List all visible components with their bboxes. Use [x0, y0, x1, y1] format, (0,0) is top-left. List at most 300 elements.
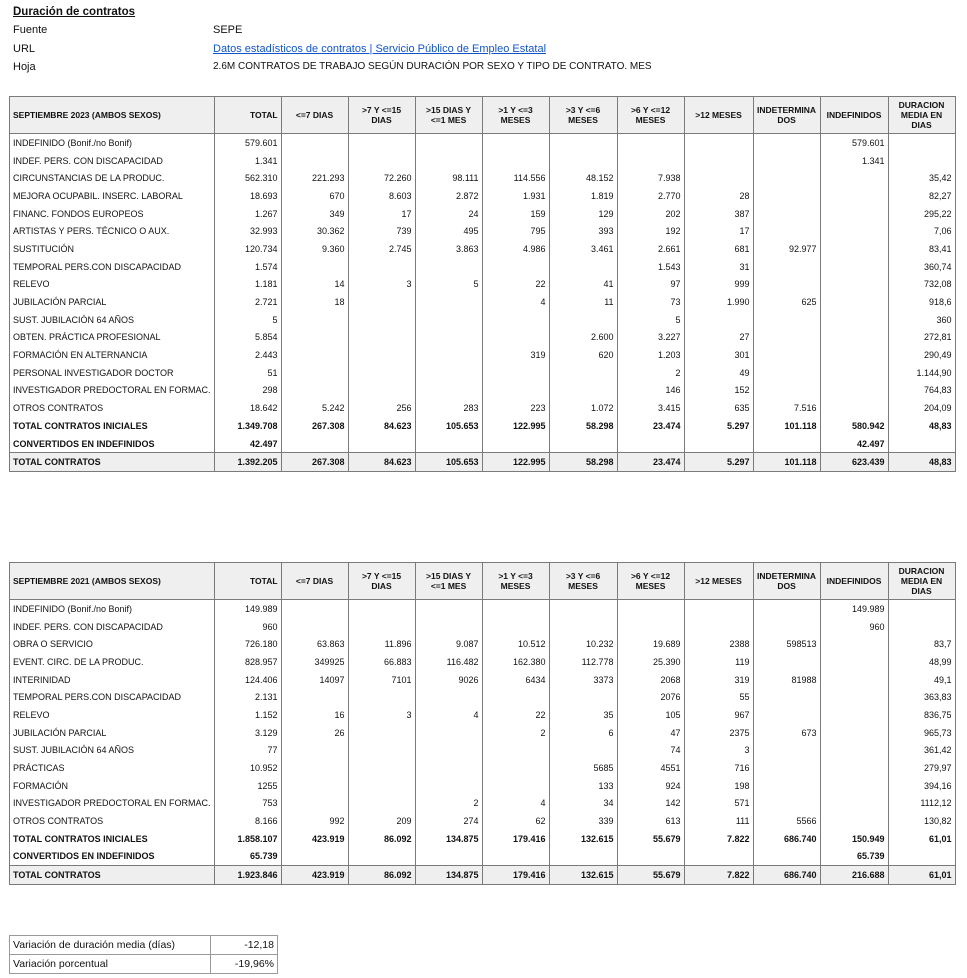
cell-value: 836,75: [888, 706, 955, 724]
row-label: FORMACIÓN: [10, 777, 215, 795]
cell-value: [415, 600, 482, 618]
cell-value: [348, 618, 415, 636]
cell-value: 17: [684, 222, 753, 240]
cell-value: [281, 600, 348, 618]
cell-value: 130,82: [888, 812, 955, 830]
cell-value: [888, 134, 955, 152]
sheet-header: [13, 4, 652, 77]
cell-value: 86.092: [348, 830, 415, 848]
cell-value: [549, 152, 617, 170]
cell-value: [415, 777, 482, 795]
variation-value: -12,18: [211, 936, 278, 955]
cell-value: 828.957: [214, 653, 281, 671]
table-row: [10, 240, 956, 258]
cell-value: [415, 152, 482, 170]
cell-value: [348, 293, 415, 311]
cell-value: 55.679: [617, 830, 684, 848]
column-header: >12 MESES: [684, 97, 753, 134]
row-label: EVENT. CIRC. DE LA PRODUC.: [10, 653, 215, 671]
cell-value: 613: [617, 812, 684, 830]
cell-value: [348, 600, 415, 618]
cell-value: 30.362: [281, 222, 348, 240]
cell-value: 58.298: [549, 417, 617, 435]
row-label: TOTAL CONTRATOS INICIALES: [10, 417, 215, 435]
table-row: [10, 258, 956, 276]
cell-value: [348, 329, 415, 347]
table-row: [10, 311, 956, 329]
cell-value: [753, 205, 820, 223]
cell-value: [281, 759, 348, 777]
row-label: FINANC. FONDOS EUROPEOS: [10, 205, 215, 223]
cell-value: 2388: [684, 635, 753, 653]
row-label: SUSTITUCIÓN: [10, 240, 215, 258]
cell-value: 3373: [549, 671, 617, 689]
cell-value: [415, 134, 482, 152]
cell-value: 34: [549, 795, 617, 813]
cell-value: 124.406: [214, 671, 281, 689]
cell-value: [482, 364, 549, 382]
cell-value: [281, 329, 348, 347]
table-row: [10, 777, 956, 795]
cell-value: 1.181: [214, 276, 281, 294]
cell-value: 267.308: [281, 417, 348, 435]
cell-value: [684, 134, 753, 152]
row-label: INDEF. PERS. CON DISCAPACIDAD: [10, 618, 215, 636]
source-link[interactable]: Datos estadísticos de contratos | Servicio Público de Empleo Estatal: [213, 42, 547, 55]
cell-value: [684, 169, 753, 187]
cell-value: [820, 742, 888, 760]
cell-value: 274: [415, 812, 482, 830]
cell-value: [820, 258, 888, 276]
cell-value: 1255: [214, 777, 281, 795]
cell-value: 1.203: [617, 346, 684, 364]
cell-value: [348, 688, 415, 706]
cell-value: 134.875: [415, 830, 482, 848]
table-row: [10, 706, 956, 724]
column-header: INDEFINIDOS: [820, 563, 888, 600]
cell-value: 66.883: [348, 653, 415, 671]
column-header: INDETERMINA DOS: [753, 563, 820, 600]
cell-value: [684, 311, 753, 329]
sheet-label: Hoja: [13, 61, 36, 73]
row-label: RELEVO: [10, 706, 215, 724]
table-row: [10, 134, 956, 152]
row-label: SUST. JUBILACIÓN 64 AÑOS: [10, 311, 215, 329]
cell-value: 4.986: [482, 240, 549, 258]
cell-value: [281, 258, 348, 276]
cell-value: [482, 152, 549, 170]
cell-value: 279,97: [888, 759, 955, 777]
row-label: OTROS CONTRATOS: [10, 812, 215, 830]
variation-row: [10, 936, 278, 955]
cell-value: [753, 742, 820, 760]
cell-value: [684, 435, 753, 453]
sheet-row: [13, 58, 652, 77]
cell-value: [482, 134, 549, 152]
cell-value: [482, 688, 549, 706]
cell-value: [753, 222, 820, 240]
cell-value: 122.995: [482, 417, 549, 435]
cell-value: 1.819: [549, 187, 617, 205]
cell-value: [549, 435, 617, 453]
cell-value: [281, 795, 348, 813]
cell-value: 142: [617, 795, 684, 813]
cell-value: 6: [549, 724, 617, 742]
cell-value: 423.919: [281, 830, 348, 848]
cell-value: 27: [684, 329, 753, 347]
cell-value: [753, 600, 820, 618]
cell-value: 394,16: [888, 777, 955, 795]
cell-value: 2.443: [214, 346, 281, 364]
cell-value: [348, 346, 415, 364]
cell-value: 795: [482, 222, 549, 240]
column-header: INDETERMINA DOS: [753, 97, 820, 134]
cell-value: 77: [214, 742, 281, 760]
cell-value: [281, 688, 348, 706]
cell-value: 295,22: [888, 205, 955, 223]
cell-value: [888, 848, 955, 866]
cell-value: 2.661: [617, 240, 684, 258]
cell-value: 1.341: [820, 152, 888, 170]
cell-value: [753, 276, 820, 294]
cell-value: 6434: [482, 671, 549, 689]
cell-value: 992: [281, 812, 348, 830]
cell-value: [617, 435, 684, 453]
cell-value: [482, 777, 549, 795]
cell-value: 48.152: [549, 169, 617, 187]
cell-value: 5566: [753, 812, 820, 830]
cell-value: [415, 724, 482, 742]
cell-value: 24: [415, 205, 482, 223]
row-label: TOTAL CONTRATOS: [10, 866, 215, 885]
cell-value: 5.242: [281, 399, 348, 417]
cell-value: [415, 293, 482, 311]
cell-value: [820, 724, 888, 742]
cell-value: 35,42: [888, 169, 955, 187]
cell-value: 2.745: [348, 240, 415, 258]
cell-value: 5: [617, 311, 684, 329]
cell-value: 1112,12: [888, 795, 955, 813]
cell-value: [348, 777, 415, 795]
cell-value: [415, 346, 482, 364]
cell-value: 967: [684, 706, 753, 724]
cell-value: 48,99: [888, 653, 955, 671]
cell-value: 22: [482, 706, 549, 724]
cell-value: 41: [549, 276, 617, 294]
cell-value: 55: [684, 688, 753, 706]
cell-value: [820, 222, 888, 240]
cell-value: 51: [214, 364, 281, 382]
table-row: [10, 205, 956, 223]
cell-value: 5.297: [684, 417, 753, 435]
column-header: >3 Y <=6 MESES: [549, 97, 617, 134]
cell-value: 83,7: [888, 635, 955, 653]
cell-value: [415, 688, 482, 706]
table-row: [10, 417, 956, 435]
cell-value: [753, 134, 820, 152]
cell-value: [820, 382, 888, 400]
cell-value: [753, 795, 820, 813]
cell-value: 101.118: [753, 417, 820, 435]
cell-value: 16: [281, 706, 348, 724]
cell-value: 82,27: [888, 187, 955, 205]
variation-table: [9, 935, 278, 974]
cell-value: 28: [684, 187, 753, 205]
cell-value: [281, 134, 348, 152]
cell-value: [753, 706, 820, 724]
cell-value: [820, 812, 888, 830]
cell-value: [549, 382, 617, 400]
cell-value: 3: [684, 742, 753, 760]
row-label: SUST. JUBILACIÓN 64 AÑOS: [10, 742, 215, 760]
cell-value: 84.623: [348, 453, 415, 472]
cell-value: 179.416: [482, 866, 549, 885]
cell-value: [888, 600, 955, 618]
cell-value: 202: [617, 205, 684, 223]
cell-value: 1.341: [214, 152, 281, 170]
table-heading: SEPTIEMBRE 2021 (AMBOS SEXOS): [10, 563, 215, 600]
cell-value: [281, 777, 348, 795]
cell-value: 686.740: [753, 830, 820, 848]
cell-value: 119: [684, 653, 753, 671]
cell-value: 739: [348, 222, 415, 240]
cell-value: [820, 777, 888, 795]
table-row: [10, 276, 956, 294]
cell-value: [415, 364, 482, 382]
cell-value: [281, 742, 348, 760]
cell-value: [415, 382, 482, 400]
row-label: TOTAL CONTRATOS INICIALES: [10, 830, 215, 848]
cell-value: [617, 152, 684, 170]
source-row: [13, 21, 652, 40]
cell-value: 98.111: [415, 169, 482, 187]
cell-value: [888, 152, 955, 170]
table-row: [10, 152, 956, 170]
cell-value: 3.227: [617, 329, 684, 347]
cell-value: [617, 848, 684, 866]
cell-value: 1.858.107: [214, 830, 281, 848]
cell-value: 146: [617, 382, 684, 400]
cell-value: [348, 364, 415, 382]
cell-value: [348, 134, 415, 152]
cell-value: 732,08: [888, 276, 955, 294]
cell-value: 111: [684, 812, 753, 830]
cell-value: 625: [753, 293, 820, 311]
cell-value: 5: [214, 311, 281, 329]
cell-value: 49,1: [888, 671, 955, 689]
cell-value: 2375: [684, 724, 753, 742]
cell-value: 223: [482, 399, 549, 417]
cell-value: [348, 848, 415, 866]
column-header: >7 Y <=15 DIAS: [348, 97, 415, 134]
cell-value: 84.623: [348, 417, 415, 435]
cell-value: [415, 435, 482, 453]
column-header: DURACION MEDIA EN DIAS: [888, 97, 955, 134]
cell-value: 2.131: [214, 688, 281, 706]
cell-value: [415, 759, 482, 777]
cell-value: 301: [684, 346, 753, 364]
row-label: MEJORA OCUPABIL. INSERC. LABORAL: [10, 187, 215, 205]
table-row: [10, 618, 956, 636]
table-september-2023: [9, 96, 956, 472]
page-title: Duración de contratos: [13, 6, 136, 18]
row-label: OTROS CONTRATOS: [10, 399, 215, 417]
table-row: [10, 382, 956, 400]
cell-value: 681: [684, 240, 753, 258]
cell-value: 65.739: [214, 848, 281, 866]
cell-value: 267.308: [281, 453, 348, 472]
cell-value: [415, 742, 482, 760]
cell-value: [482, 329, 549, 347]
cell-value: [684, 848, 753, 866]
cell-value: [753, 382, 820, 400]
cell-value: 32.993: [214, 222, 281, 240]
cell-value: 598513: [753, 635, 820, 653]
cell-value: 61,01: [888, 830, 955, 848]
cell-value: [684, 618, 753, 636]
cell-value: 132.615: [549, 830, 617, 848]
cell-value: [482, 848, 549, 866]
table-row: [10, 688, 956, 706]
cell-value: 159: [482, 205, 549, 223]
cell-value: 3: [348, 276, 415, 294]
cell-value: [820, 169, 888, 187]
row-label: FORMACIÓN EN ALTERNANCIA: [10, 346, 215, 364]
cell-value: 5685: [549, 759, 617, 777]
row-label: TEMPORAL PERS.CON DISCAPACIDAD: [10, 258, 215, 276]
cell-value: 14: [281, 276, 348, 294]
table-row: [10, 346, 956, 364]
cell-value: 134.875: [415, 866, 482, 885]
cell-value: [753, 759, 820, 777]
cell-value: 3.129: [214, 724, 281, 742]
cell-value: 81988: [753, 671, 820, 689]
cell-value: 7.822: [684, 866, 753, 885]
row-label: PRÁCTICAS: [10, 759, 215, 777]
cell-value: 3.863: [415, 240, 482, 258]
cell-value: [888, 618, 955, 636]
cell-value: 31: [684, 258, 753, 276]
cell-value: [820, 205, 888, 223]
cell-value: 83,41: [888, 240, 955, 258]
cell-value: 620: [549, 346, 617, 364]
cell-value: [820, 759, 888, 777]
cell-value: 1.349.708: [214, 417, 281, 435]
variation-label: Variación de duración media (días): [10, 936, 211, 955]
cell-value: [753, 187, 820, 205]
cell-value: [281, 311, 348, 329]
cell-value: [753, 346, 820, 364]
cell-value: [753, 435, 820, 453]
table-row: [10, 635, 956, 653]
cell-value: 149.989: [214, 600, 281, 618]
cell-value: 4551: [617, 759, 684, 777]
cell-value: [753, 311, 820, 329]
cell-value: 1.072: [549, 399, 617, 417]
cell-value: [281, 618, 348, 636]
cell-value: 198: [684, 777, 753, 795]
cell-value: [415, 329, 482, 347]
cell-value: 26: [281, 724, 348, 742]
cell-value: 216.688: [820, 866, 888, 885]
table-row: [10, 866, 956, 885]
sheet-value: 2.6M CONTRATOS DE TRABAJO SEGÚN DURACIÓN POR SEXO Y TIPO DE CONTRATO. MES: [213, 61, 652, 72]
cell-value: [281, 364, 348, 382]
cell-value: 204,09: [888, 399, 955, 417]
cell-value: [753, 258, 820, 276]
cell-value: 999: [684, 276, 753, 294]
variation-row: [10, 955, 278, 974]
cell-value: [482, 435, 549, 453]
cell-value: [820, 671, 888, 689]
cell-value: [482, 311, 549, 329]
cell-value: [281, 152, 348, 170]
cell-value: [820, 653, 888, 671]
cell-value: 2: [415, 795, 482, 813]
column-header: <=7 DIAS: [281, 563, 348, 600]
cell-value: 673: [753, 724, 820, 742]
cell-value: [415, 618, 482, 636]
cell-value: 11: [549, 293, 617, 311]
table-september-2021: [9, 562, 956, 885]
cell-value: 960: [214, 618, 281, 636]
table-row: [10, 399, 956, 417]
cell-value: 86.092: [348, 866, 415, 885]
cell-value: 105.653: [415, 453, 482, 472]
cell-value: 918,6: [888, 293, 955, 311]
cell-value: 23.474: [617, 453, 684, 472]
cell-value: 1.574: [214, 258, 281, 276]
cell-value: 2.872: [415, 187, 482, 205]
cell-value: 1.152: [214, 706, 281, 724]
cell-value: 18: [281, 293, 348, 311]
cell-value: [753, 152, 820, 170]
cell-value: 349: [281, 205, 348, 223]
cell-value: 120.734: [214, 240, 281, 258]
cell-value: 298: [214, 382, 281, 400]
cell-value: 290,49: [888, 346, 955, 364]
cell-value: 63.863: [281, 635, 348, 653]
variation-label: Variación porcentual: [10, 955, 211, 974]
cell-value: 74: [617, 742, 684, 760]
cell-value: [348, 382, 415, 400]
cell-value: [684, 152, 753, 170]
cell-value: 11.896: [348, 635, 415, 653]
cell-value: 753: [214, 795, 281, 813]
cell-value: 2: [482, 724, 549, 742]
cell-value: 360,74: [888, 258, 955, 276]
cell-value: 149.989: [820, 600, 888, 618]
column-header: >6 Y <=12 MESES: [617, 563, 684, 600]
table-row: [10, 187, 956, 205]
cell-value: 10.232: [549, 635, 617, 653]
cell-value: 48,83: [888, 453, 955, 472]
cell-value: 387: [684, 205, 753, 223]
cell-value: 623.439: [820, 453, 888, 472]
table-heading: SEPTIEMBRE 2023 (AMBOS SEXOS): [10, 97, 215, 134]
cell-value: 122.995: [482, 453, 549, 472]
cell-value: [888, 435, 955, 453]
row-label: INVESTIGADOR PREDOCTORAL EN FORMAC.: [10, 382, 215, 400]
cell-value: 283: [415, 399, 482, 417]
cell-value: [549, 134, 617, 152]
cell-value: 924: [617, 777, 684, 795]
cell-value: [549, 618, 617, 636]
cell-value: 133: [549, 777, 617, 795]
cell-value: 1.990: [684, 293, 753, 311]
cell-value: 162.380: [482, 653, 549, 671]
row-label: INDEF. PERS. CON DISCAPACIDAD: [10, 152, 215, 170]
